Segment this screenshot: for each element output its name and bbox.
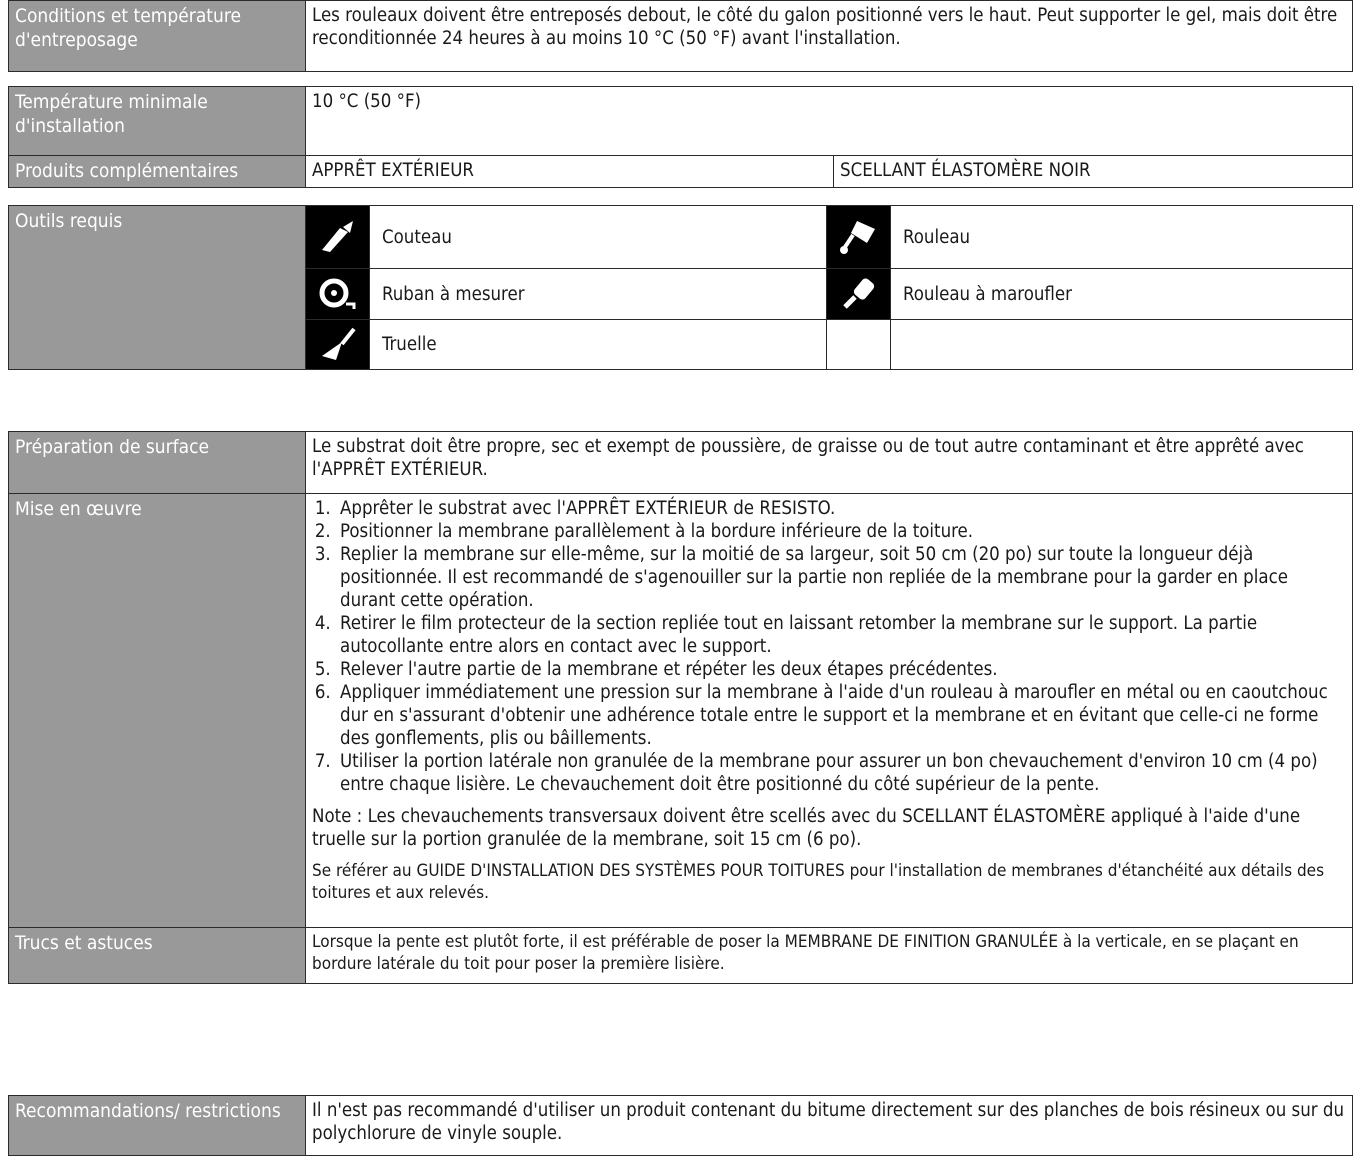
empty-icon-cell: [827, 320, 891, 370]
tools-table: [8, 205, 1353, 370]
storage-table: [8, 0, 1353, 72]
surface-prep-text: Le substrat doit être propre, sec et exempt de poussière, de graisse ou de tout autre contaminant et être apprêté avec l'APPRÊT EXTÉRIEUR.: [306, 432, 1353, 494]
tool-name: Ruban à mesurer: [370, 269, 827, 320]
tips-label: Trucs et astuces: [9, 928, 306, 984]
tool-name: Rouleau à maroufler: [891, 269, 1353, 320]
list-item: 7. Utiliser la portion latérale non granulée de la membrane pour assurer un bon chevauchement d'environ 10 cm (4 po) entre chaque lisière. Le chevauchement doit être positionné du côté supérieur de la pente.: [336, 750, 1346, 796]
complementary-item: APPRÊT EXTÉRIEUR: [306, 156, 834, 188]
installation-table: [8, 86, 1353, 188]
application-table: [8, 431, 1353, 984]
tool-name: Couteau: [370, 206, 827, 269]
application-content: [306, 494, 1353, 928]
tape-measure-icon: [306, 269, 370, 320]
knife-icon: [306, 206, 370, 269]
restrictions-text: Il n'est pas recommandé d'utiliser un produit contenant du bitume directement sur des planches de bois résineux ou sur du polychlorure de vinyle souple.: [306, 1096, 1353, 1156]
paint-roller-icon: [827, 206, 891, 269]
tools-label: Outils requis: [9, 206, 306, 370]
application-reference: Se référer au GUIDE D'INSTALLATION DES SYSTÈMES POUR TOITURES pour l'installation de membranes d'étanchéité aux détails des toitures et aux relevés.: [312, 861, 1325, 903]
trowel-icon: [306, 320, 370, 370]
list-item: 3. Replier la membrane sur elle-même, sur la moitié de sa largeur, soit 50 cm (20 po) sur toute la longueur déjà positionnée. Il est recommandé de s'agenouiller sur la partie non repliée de la membrane pour la garder en place durant cette opération.: [336, 543, 1346, 612]
empty-tool-cell: [891, 320, 1353, 370]
min-temp-label: Température minimale d'installation: [9, 87, 306, 156]
restrictions-label: Recommandations/ restrictions: [9, 1096, 306, 1156]
application-note: Note : Les chevauchements transversaux doivent être scellés avec du SCELLANT ÉLASTOMÈRE appliqué à l'aide d'une truelle sur la portion granulée de la membrane, soit 15 cm (6 po).: [312, 806, 1301, 850]
application-steps: [312, 497, 1346, 796]
tool-name: Rouleau: [891, 206, 1353, 269]
storage-text: Les rouleaux doivent être entreposés debout, le côté du galon positionné vers le haut. Peut supporter le gel, mais doit être reconditionnée 24 heures à au moins 10 °C (50 °F) avant l'installation.: [306, 1, 1353, 72]
tool-name: Truelle: [370, 320, 827, 370]
complementary-item: SCELLANT ÉLASTOMÈRE NOIR: [834, 156, 1353, 188]
list-item: 2. Positionner la membrane parallèlement à la bordure inférieure de la toiture.: [336, 520, 1346, 543]
min-temp-value: 10 °C (50 °F): [306, 87, 1353, 156]
list-item: 1. Apprêter le substrat avec l'APPRÊT EXTÉRIEUR de RESISTO.: [336, 497, 1346, 520]
surface-prep-label: Préparation de surface: [9, 432, 306, 494]
list-item: 4. Retirer le film protecteur de la section repliée tout en laissant retomber la membrane sur le support. La partie autocollante entre alors en contact avec le support.: [336, 612, 1346, 658]
application-label: Mise en œuvre: [9, 494, 306, 928]
storage-label: Conditions et température d'entreposage: [9, 1, 306, 72]
list-item: 6. Appliquer immédiatement une pression sur la membrane à l'aide d'un rouleau à maroufler en métal ou en caoutchouc dur en s'assurant d'obtenir une adhérence totale entre le support et la membrane et en évitant que celle-ci ne forme des gonflements, plis ou bâillements.: [336, 681, 1346, 750]
tips-text: Lorsque la pente est plutôt forte, il est préférable de poser la MEMBRANE DE FINITION GRANULÉE à la verticale, en se plaçant en bordure latérale du toit pour poser la première lisière.: [306, 928, 1353, 984]
complementary-label: Produits complémentaires: [9, 156, 306, 188]
pressure-roller-icon: [827, 269, 891, 320]
list-item: 5. Relever l'autre partie de la membrane et répéter les deux étapes précédentes.: [336, 658, 1346, 681]
